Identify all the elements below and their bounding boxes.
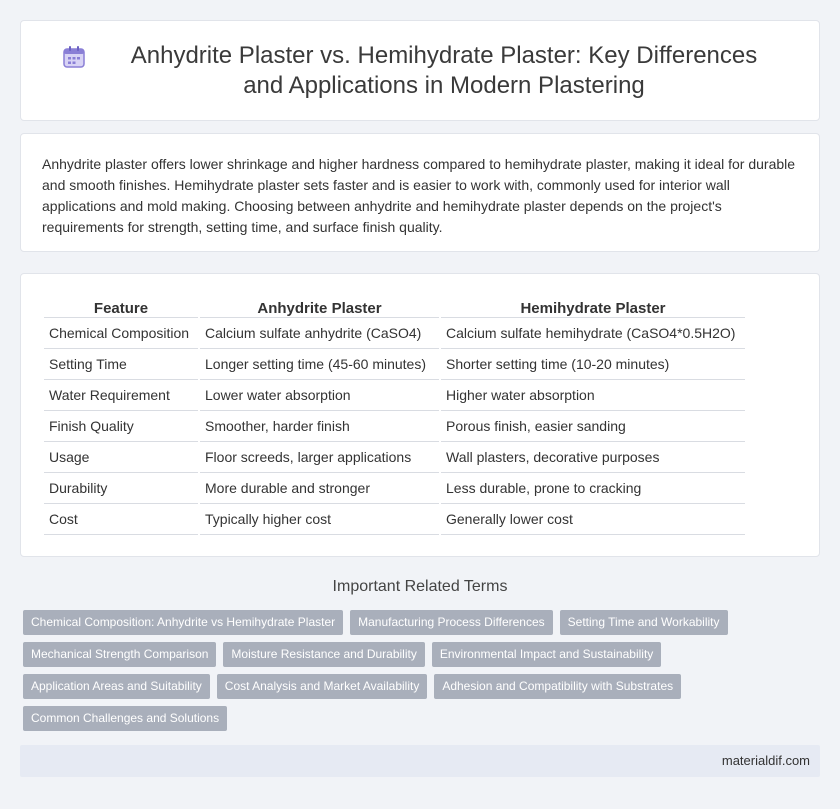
hemihydrate-cell: Less durable, prone to cracking	[441, 473, 745, 504]
intro-card	[20, 133, 820, 252]
page-title: Anhydrite Plaster vs. Hemihydrate Plaster: Key Differences and Applications in Modern Plastering	[130, 41, 758, 99]
comparison-table	[42, 296, 747, 535]
intro-paragraph: Anhydrite plaster offers lower shrinkage and higher hardness compared to hemihydrate plaster, making it ideal for durable and smooth finishes. Hemihydrate plaster sets faster and is easier to work with, commonly used for interior wall applications and mold making. Choosing between anhydrite and hemihydrate plaster depends on the project's requirements for strength, setting time, and surface finish quality.	[42, 156, 796, 235]
table-row	[44, 504, 745, 535]
related-term-tag[interactable]: Application Areas and Suitability	[23, 674, 210, 699]
anhydrite-cell: Calcium sulfate anhydrite (CaSO4)	[200, 318, 439, 349]
table-row	[44, 349, 745, 380]
feature-cell: Usage	[44, 442, 198, 473]
related-term-tag[interactable]: Adhesion and Compatibility with Substrates	[434, 674, 681, 699]
calendar-icon	[61, 44, 87, 70]
site-name: materialdif.com	[721, 753, 810, 768]
feature-cell: Finish Quality	[44, 411, 198, 442]
related-term-tag[interactable]: Mechanical Strength Comparison	[23, 642, 216, 667]
anhydrite-cell: Lower water absorption	[200, 380, 439, 411]
header	[21, 21, 819, 120]
feature-cell: Chemical Composition	[44, 318, 198, 349]
related-terms-title: Important Related Terms	[332, 578, 508, 595]
header-anhydrite: Anhydrite Plaster	[200, 296, 439, 318]
anhydrite-cell: Smoother, harder finish	[200, 411, 439, 442]
header-card	[20, 20, 820, 121]
table-row	[44, 473, 745, 504]
table-row	[44, 318, 745, 349]
comparison-card	[20, 273, 820, 557]
hemihydrate-cell: Higher water absorption	[441, 380, 745, 411]
hemihydrate-cell: Wall plasters, decorative purposes	[441, 442, 745, 473]
related-term-tag[interactable]: Setting Time and Workability	[560, 610, 728, 635]
table-row	[44, 411, 745, 442]
related-term-tag[interactable]: Manufacturing Process Differences	[350, 610, 553, 635]
feature-cell: Cost	[44, 504, 198, 535]
anhydrite-cell: Longer setting time (45-60 minutes)	[200, 349, 439, 380]
related-term-tag[interactable]: Common Challenges and Solutions	[23, 706, 227, 731]
hemihydrate-cell: Shorter setting time (10-20 minutes)	[441, 349, 745, 380]
header-feature: Feature	[44, 296, 198, 318]
header-hemihydrate: Hemihydrate Plaster	[441, 296, 745, 318]
related-term-tag[interactable]: Cost Analysis and Market Availability	[217, 674, 428, 699]
anhydrite-cell: Typically higher cost	[200, 504, 439, 535]
anhydrite-cell: Floor screeds, larger applications	[200, 442, 439, 473]
feature-cell: Setting Time	[44, 349, 198, 380]
feature-cell: Water Requirement	[44, 380, 198, 411]
table-row	[44, 442, 745, 473]
table-header-row	[44, 296, 745, 318]
footer	[20, 745, 820, 777]
hemihydrate-cell: Generally lower cost	[441, 504, 745, 535]
related-term-tag[interactable]: Moisture Resistance and Durability	[223, 642, 424, 667]
feature-cell: Durability	[44, 473, 198, 504]
related-term-tag[interactable]: Environmental Impact and Sustainability	[432, 642, 661, 667]
related-terms-list	[23, 610, 813, 738]
hemihydrate-cell: Calcium sulfate hemihydrate (CaSO4*0.5H2O)	[441, 318, 745, 349]
related-term-tag[interactable]: Chemical Composition: Anhydrite vs Hemihydrate Plaster	[23, 610, 343, 635]
anhydrite-cell: More durable and stronger	[200, 473, 439, 504]
hemihydrate-cell: Porous finish, easier sanding	[441, 411, 745, 442]
table-row	[44, 380, 745, 411]
